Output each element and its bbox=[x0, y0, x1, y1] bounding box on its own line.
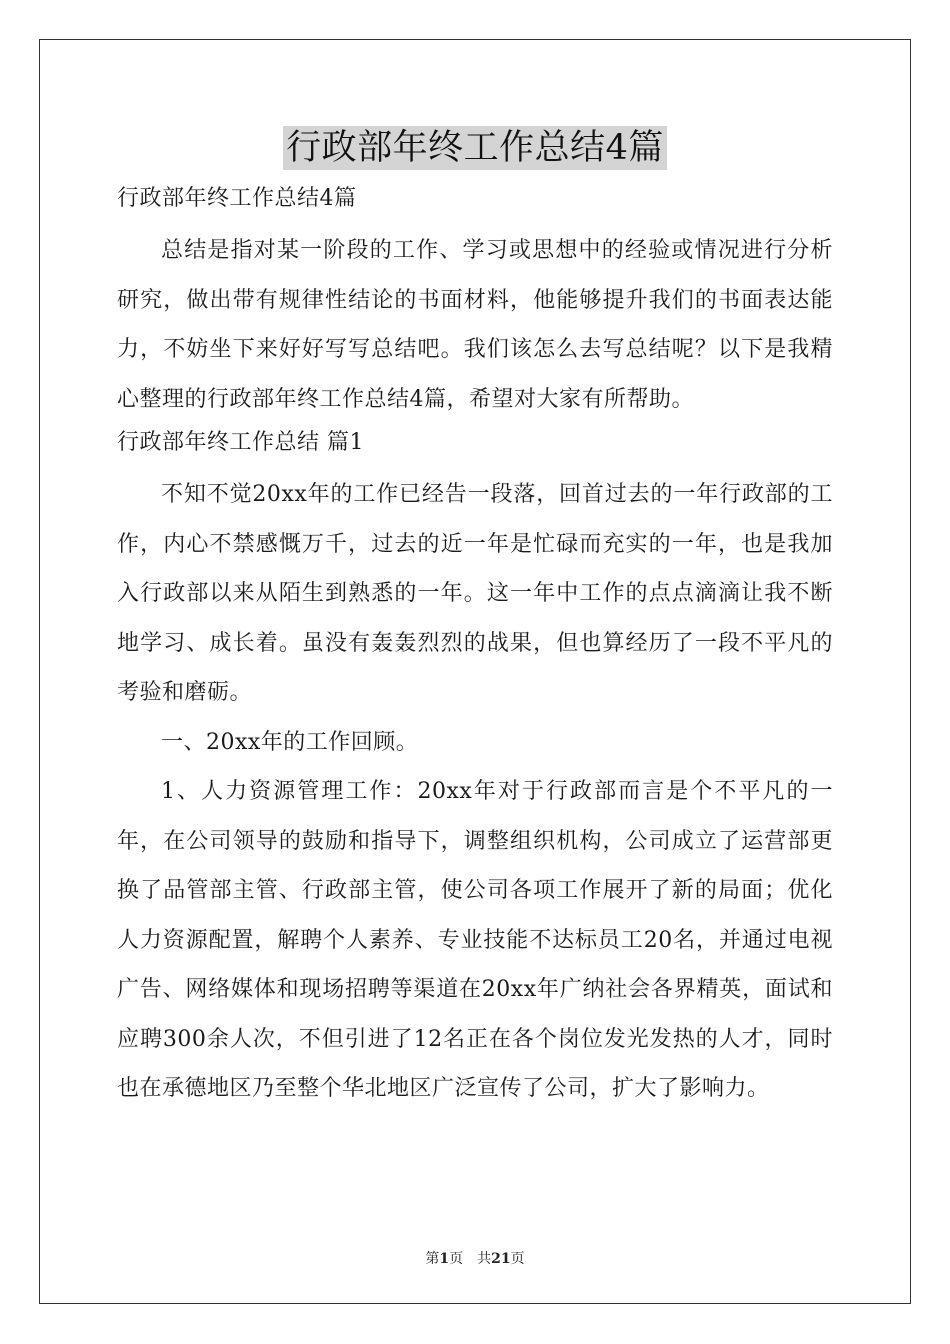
page-footer bbox=[0, 1248, 950, 1268]
footer-page-mid: 页 共 bbox=[449, 1251, 492, 1267]
document-subtitle: 行政部年终工作总结4篇 bbox=[117, 186, 357, 211]
intro-paragraph: 总结是指对某一阶段的工作、学习或思想中的经验或情况进行分析研究，做出带有规律性结论的书面材料，他能够提升我们的书面表达能力，不妨坐下来好好写写总结吧。我们该怎么去写总结呢？以下是我精心整理的行政部年终工作总结4篇，希望对大家有所帮助。 bbox=[117, 238, 833, 412]
footer-page-total: 21 bbox=[491, 1251, 511, 1267]
footer-page-suffix: 页 bbox=[510, 1251, 525, 1267]
document-title-container bbox=[0, 126, 950, 170]
section-heading: 行政部年终工作总结 篇1 bbox=[117, 430, 364, 455]
section-paragraph-2: 一、20xx年的工作回顾。 bbox=[161, 729, 419, 755]
section-paragraph-3: 1、人力资源管理工作：20xx年对于行政部而言是个不平凡的一年，在公司领导的鼓励和指导下，调整组织机构，公司成立了运营部更换了品管部主管、行政部主管，使公司各项工作展开了新的局面；优化人力资源配置，解聘个人素养、专业技能不达标员工20名，并通过电视广告、网络媒体和现场招聘等渠道在20xx年广纳社会各界精英，面试和应聘300余人次，不但引进了12名正在各个岗位发光发热的人才，同时也在承德地区乃至整个华北地区广泛宣传了公司，扩大了影响力。 bbox=[117, 779, 833, 1101]
document-title: 行政部年终工作总结4篇 bbox=[283, 126, 667, 170]
footer-page-prefix: 第 bbox=[425, 1251, 440, 1267]
document-body bbox=[117, 180, 833, 1114]
section-paragraph-1: 不知不觉20xx年的工作已经告一段落，回首过去的一年行政部的工作，内心不禁感慨万千，过去的近一年是忙碌而充实的一年，也是我加入行政部以来从陌生到熟悉的一年。这一年中工作的点点滴滴让我不断地学习、成长着。虽没有轰轰烈烈的战果，但也算经历了一段不平凡的考验和磨砺。 bbox=[117, 482, 833, 705]
footer-page-current: 1 bbox=[439, 1251, 450, 1267]
